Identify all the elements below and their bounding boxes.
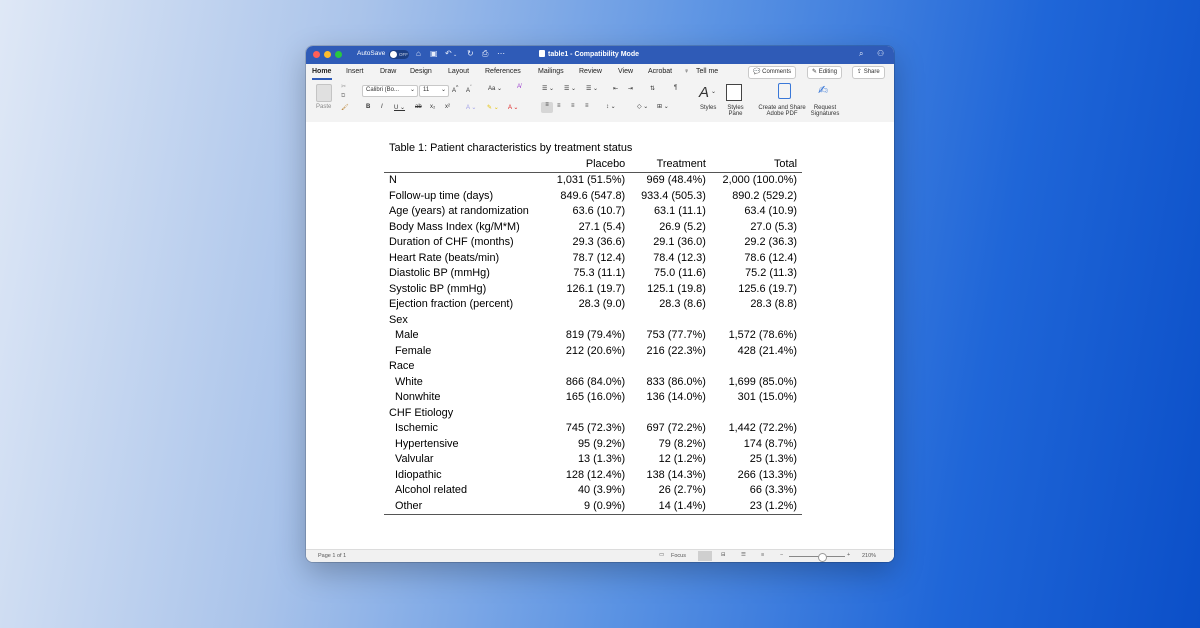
tab-view[interactable]: View — [618, 68, 634, 75]
tab-layout[interactable]: Layout — [448, 68, 470, 75]
total-cell: 28.3 (8.8) — [750, 298, 797, 310]
styles-label[interactable]: Styles — [700, 105, 717, 111]
home-icon[interactable]: ⌂ — [416, 49, 421, 58]
total-cell: 428 (21.4%) — [737, 344, 797, 357]
placebo-cell: 165 (16.0%) — [565, 391, 626, 403]
table-row — [384, 328, 802, 344]
focus-label[interactable]: Focus — [671, 553, 686, 559]
table-row — [384, 375, 802, 391]
zoom-level[interactable]: 210% — [862, 553, 877, 559]
row-label: Idiopathic — [395, 468, 442, 481]
row-label: Nonwhite — [395, 391, 441, 403]
active-tab-indicator — [312, 78, 332, 80]
treatment-cell: 216 (22.3%) — [646, 344, 706, 357]
placebo-cell: 126.1 (19.7) — [566, 282, 626, 295]
placebo-cell: 28.3 (9.0) — [578, 298, 626, 310]
word-window — [306, 46, 894, 562]
clear-formatting-icon[interactable]: A̸ — [517, 84, 522, 90]
table-row — [384, 220, 802, 236]
row-label: Diastolic BP (mmHg) — [389, 267, 490, 279]
total-cell: 125.6 (19.7) — [738, 282, 797, 295]
treatment-cell: 753 (77.7%) — [646, 329, 706, 341]
table-row — [384, 437, 802, 453]
treatment-cell: 14 (1.4%) — [630, 499, 711, 515]
status-bar — [306, 549, 894, 562]
row-label: Sex — [389, 313, 408, 326]
table-row — [384, 421, 802, 437]
font-color-icon[interactable]: A ⌄ — [508, 105, 519, 111]
autosave-toggle[interactable] — [389, 50, 409, 59]
total-cell: 78.6 (12.4) — [744, 251, 797, 264]
total-cell: 75.2 (11.3) — [745, 267, 797, 279]
zoom-slider-track[interactable] — [789, 556, 845, 557]
share-label: Share — [863, 69, 880, 75]
toggle-knob — [390, 51, 397, 58]
placebo-cell: 27.1 (5.4) — [578, 220, 626, 233]
row-label: Heart Rate (beats/min) — [389, 251, 500, 264]
undo-dropdown-icon[interactable]: ⌄ — [453, 52, 458, 58]
total-cell: 29.2 (36.3) — [744, 236, 797, 248]
comments-button[interactable]: 💬 Comments — [748, 66, 796, 79]
styles-gallery-icon[interactable]: A — [699, 84, 710, 101]
ribbon-toolbar — [306, 81, 894, 123]
shading-icon[interactable]: ◇ ⌄ — [637, 104, 649, 110]
font-name-dropdown[interactable] — [362, 85, 418, 97]
header-total: Total — [711, 157, 802, 173]
treatment-cell: 63.1 (11.1) — [653, 205, 706, 217]
table-row — [384, 452, 802, 468]
patient-characteristics-table — [384, 141, 802, 515]
header-row — [384, 157, 802, 173]
treatment-cell: 969 (48.4%) — [646, 174, 706, 186]
placebo-cell: 128 (12.4%) — [565, 468, 626, 481]
placebo-cell: 745 (72.3%) — [565, 422, 626, 434]
more-icon[interactable]: ⋯ — [497, 49, 505, 58]
total-cell — [711, 406, 802, 422]
total-cell: 27.0 (5.3) — [750, 220, 797, 233]
placebo-cell: 9 (0.9%) — [546, 499, 631, 515]
increase-indent-icon[interactable]: ⇥ — [628, 86, 634, 92]
autosave-label: AutoSave — [357, 50, 386, 57]
paste-icon[interactable] — [316, 84, 332, 102]
caption-row — [384, 141, 802, 157]
undo-icon[interactable]: ↶ — [445, 49, 452, 58]
align-left-icon[interactable]: ≡ — [541, 102, 553, 113]
styles-pane-label[interactable]: Styles Pane — [727, 105, 744, 117]
table-row — [384, 468, 802, 484]
header-blank — [384, 157, 546, 173]
treatment-cell: 933.4 (505.3) — [641, 189, 706, 202]
total-cell: 23 (1.2%) — [711, 499, 802, 515]
cut-icon[interactable]: ✂ — [341, 84, 347, 90]
zoom-out-icon[interactable]: − — [780, 552, 784, 558]
row-label: Alcohol related — [395, 484, 468, 496]
table-body — [384, 173, 802, 515]
total-cell: 1,572 (78.6%) — [728, 329, 797, 341]
chevron-down-icon: ⌄ — [440, 87, 446, 93]
total-cell: 2,000 (100.0%) — [722, 174, 797, 186]
row-label: Follow-up time (days) — [389, 189, 494, 202]
treatment-cell — [630, 406, 711, 422]
title-bar — [306, 46, 894, 64]
total-cell — [711, 313, 802, 329]
row-label: Valvular — [395, 453, 434, 465]
table-row — [384, 173, 802, 189]
redo-icon[interactable]: ↻ — [467, 49, 474, 58]
treatment-cell: 29.1 (36.0) — [653, 236, 706, 248]
font-name-value: Calibri (Bo... — [366, 87, 400, 93]
document-icon — [539, 50, 545, 57]
font-size-value: 11 — [423, 87, 430, 93]
table-row — [384, 297, 802, 313]
change-case-icon[interactable]: Aa ⌄ — [488, 86, 503, 92]
total-cell: 63.4 (10.9) — [744, 205, 797, 217]
treatment-cell: 26.9 (5.2) — [659, 220, 706, 233]
numbering-icon[interactable]: ☰ ⌄ — [564, 86, 577, 92]
treatment-cell: 136 (14.0%) — [646, 391, 706, 403]
header-placebo: Placebo — [546, 157, 631, 173]
print-icon[interactable]: ⎙ — [482, 49, 489, 58]
italic-icon[interactable]: I — [381, 104, 383, 110]
print-layout-icon[interactable] — [698, 551, 712, 561]
row-label: Duration of CHF (months) — [389, 236, 514, 248]
create-pdf-icon[interactable] — [778, 83, 791, 99]
tab-references[interactable]: References — [485, 68, 521, 75]
share-people-icon[interactable]: ⚇ — [877, 49, 885, 58]
editing-button[interactable]: ✎ Editing — [807, 66, 842, 79]
table-row — [384, 359, 802, 375]
row-label: Age (years) at randomization — [389, 205, 529, 217]
styles-pane-icon[interactable] — [726, 84, 742, 101]
row-label: Race — [389, 360, 415, 372]
total-cell: 1,699 (85.0%) — [728, 375, 797, 388]
tab-mailings[interactable]: Mailings — [538, 68, 564, 75]
treatment-cell: 138 (14.3%) — [646, 468, 706, 481]
multilevel-list-icon[interactable]: ☰ ⌄ — [586, 86, 599, 92]
treatment-cell — [630, 359, 711, 375]
bold-icon[interactable]: B — [366, 104, 371, 110]
request-signatures-icon[interactable]: ✍ — [818, 83, 829, 97]
treatment-cell: 125.1 (19.8) — [647, 282, 706, 295]
zoom-window-button[interactable] — [335, 51, 342, 58]
placebo-cell: 212 (20.6%) — [565, 344, 626, 357]
treatment-cell: 28.3 (8.6) — [659, 298, 706, 310]
request-signatures-label[interactable]: Request Signatures — [810, 105, 840, 117]
placebo-cell: 1,031 (51.5%) — [556, 174, 626, 186]
table-caption: Table 1: Patient characteristics by treatment status — [389, 142, 633, 154]
share-button[interactable]: ⇪ Share — [852, 66, 885, 79]
row-label: Body Mass Index (kg/M*M) — [389, 220, 520, 233]
table-row — [384, 499, 802, 515]
copy-icon[interactable]: ⧉ — [341, 93, 346, 99]
zoom-slider-thumb[interactable] — [818, 553, 827, 562]
table-row — [384, 344, 802, 360]
save-icon[interactable]: ▣ — [430, 49, 438, 58]
total-cell: 890.2 (529.2) — [732, 189, 797, 202]
total-cell: 266 (13.3%) — [737, 468, 797, 481]
table-row — [384, 406, 802, 422]
treatment-cell — [630, 313, 711, 329]
font-size-dropdown[interactable] — [419, 85, 449, 97]
text-effects-icon[interactable]: A ⌄ — [466, 105, 477, 111]
comments-label: Comments — [762, 69, 792, 75]
total-cell: 66 (3.3%) — [749, 484, 797, 496]
row-label: Systolic BP (mmHg) — [389, 282, 487, 295]
draft-icon[interactable]: ≡ — [761, 552, 765, 558]
header-treatment: Treatment — [630, 157, 711, 173]
placebo-cell — [546, 313, 631, 329]
tab-review[interactable]: Review — [579, 68, 602, 75]
table-row — [384, 189, 802, 205]
lightbulb-icon: ♀ — [684, 68, 690, 75]
placebo-cell: 13 (1.3%) — [577, 453, 626, 465]
sort-icon[interactable]: ⇅ — [650, 86, 656, 92]
close-window-button[interactable] — [313, 51, 320, 58]
row-label: Ischemic — [395, 422, 438, 434]
paste-label: Paste — [316, 104, 332, 110]
treatment-cell: 833 (86.0%) — [646, 375, 706, 388]
tab-home[interactable]: Home — [312, 68, 332, 75]
autosave-state: OFF — [399, 51, 408, 57]
table-row — [384, 251, 802, 267]
create-share-pdf-label[interactable]: Create and Share Adobe PDF — [758, 105, 806, 117]
grow-font-icon[interactable]: A^ — [452, 85, 459, 94]
show-marks-icon[interactable]: ¶ — [674, 85, 678, 91]
page-count[interactable]: Page 1 of 1 — [318, 553, 347, 559]
treatment-cell: 12 (1.2%) — [658, 453, 706, 465]
table-row — [384, 282, 802, 298]
row-label: Ejection fraction (percent) — [389, 298, 514, 310]
placebo-cell: 819 (79.4%) — [565, 329, 626, 341]
format-painter-icon[interactable]: 🖌 — [341, 105, 349, 111]
shrink-font-icon[interactable]: $A^ˇ$ — [466, 85, 472, 94]
table-row — [384, 313, 802, 329]
editing-label: Editing — [818, 69, 838, 75]
document-canvas[interactable] — [306, 122, 894, 549]
total-cell — [711, 359, 802, 375]
placebo-cell: 866 (84.0%) — [565, 375, 626, 388]
placebo-cell: 75.3 (11.1) — [573, 267, 626, 279]
align-center-icon[interactable]: ≡ — [557, 103, 561, 109]
placebo-cell: 95 (9.2%) — [577, 437, 626, 450]
chevron-down-icon: ⌄ — [711, 89, 717, 95]
row-label: CHF Etiology — [389, 406, 454, 419]
tab-design[interactable]: Design — [410, 68, 432, 75]
placebo-cell: 63.6 (10.7) — [572, 205, 626, 217]
subscript-icon[interactable]: x₂ — [430, 104, 436, 110]
treatment-cell: 78.4 (12.3) — [653, 251, 706, 264]
total-cell: 174 (8.7%) — [743, 437, 797, 450]
superscript-icon[interactable]: x² — [445, 104, 450, 110]
table-row — [384, 266, 802, 282]
placebo-cell: 40 (3.9%) — [577, 484, 626, 496]
placebo-cell: 849.6 (547.8) — [560, 189, 626, 202]
table-row — [384, 390, 802, 406]
strikethrough-icon[interactable]: ab — [415, 104, 422, 110]
tab-draw[interactable]: Draw — [380, 68, 397, 75]
table-row — [384, 204, 802, 220]
row-label: Female — [395, 344, 432, 357]
ribbon-tabs — [306, 64, 894, 81]
highlight-icon[interactable]: ✎ ⌄ — [487, 105, 499, 111]
outline-icon[interactable]: ☰ — [741, 552, 746, 558]
borders-icon[interactable]: ⊞ ⌄ — [657, 104, 669, 110]
zoom-in-icon[interactable]: + — [847, 552, 851, 558]
tab-insert[interactable]: Insert — [346, 68, 364, 75]
placebo-cell — [546, 406, 631, 422]
bullets-icon[interactable]: ☰ ⌄ — [542, 86, 555, 92]
treatment-cell: 79 (8.2%) — [658, 437, 706, 450]
tell-me-search[interactable]: Tell me — [696, 68, 719, 75]
treatment-cell: 697 (72.2%) — [646, 422, 706, 434]
underline-icon[interactable]: U ⌄ — [394, 105, 406, 111]
align-right-icon[interactable]: ≡ — [571, 103, 575, 109]
line-spacing-icon[interactable]: ↕ ⌄ — [606, 104, 616, 110]
treatment-cell: 75.0 (11.6) — [653, 267, 706, 279]
placebo-cell: 29.3 (36.6) — [572, 236, 626, 248]
justify-icon[interactable]: ≡ — [585, 103, 589, 109]
document-title — [539, 50, 639, 58]
placebo-cell — [546, 359, 631, 375]
placebo-cell: 78.7 (12.4) — [572, 251, 626, 264]
minimize-window-button[interactable] — [324, 51, 331, 58]
table-row — [384, 483, 802, 499]
tab-acrobat[interactable]: Acrobat — [648, 68, 673, 75]
row-label: Other — [384, 499, 546, 515]
total-cell: 25 (1.3%) — [749, 453, 797, 465]
web-layout-icon[interactable]: ⊟ — [721, 552, 726, 558]
chevron-down-icon: ⌄ — [409, 87, 415, 93]
total-cell: 301 (15.0%) — [737, 391, 797, 403]
row-label: Hypertensive — [395, 437, 459, 450]
focus-icon[interactable]: ▭ — [659, 552, 665, 558]
row-label: Male — [395, 329, 419, 341]
treatment-cell: 26 (2.7%) — [658, 484, 706, 496]
decrease-indent-icon[interactable]: ⇤ — [613, 86, 619, 92]
row-label: N — [389, 174, 397, 186]
total-cell: 1,442 (72.2%) — [728, 422, 797, 434]
document-title-text: table1 - Compatibility Mode — [548, 51, 640, 58]
row-label: White — [395, 375, 423, 388]
search-icon[interactable]: ⌕ — [859, 49, 864, 58]
table-row — [384, 235, 802, 251]
